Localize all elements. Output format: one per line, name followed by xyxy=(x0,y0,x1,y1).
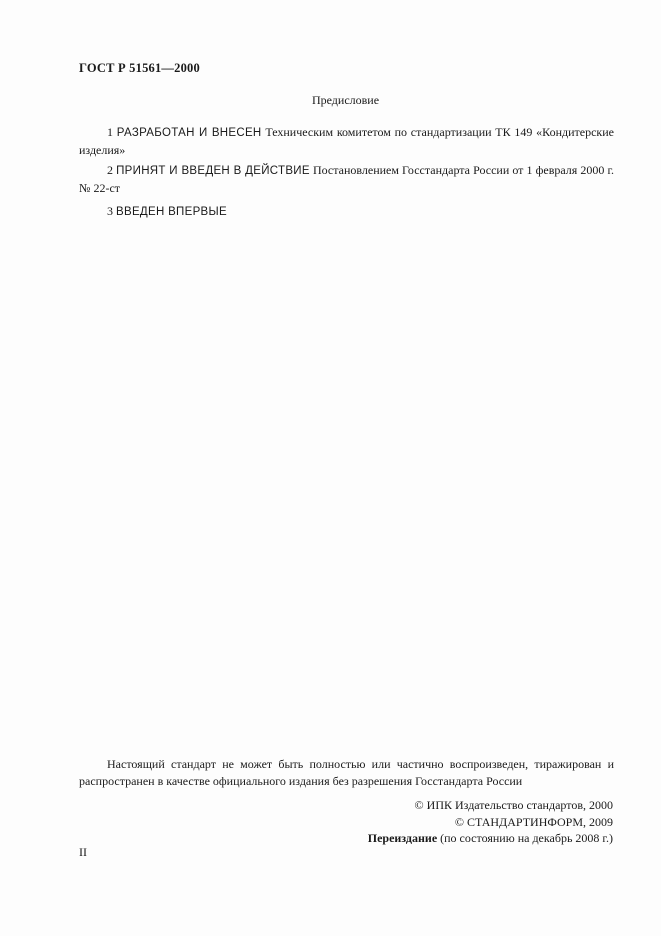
foreword-title: Предисловие xyxy=(311,93,380,107)
copyright-block xyxy=(368,797,613,847)
foreword-item-1 xyxy=(79,124,614,158)
copyright-line-1: © ИПК Издательство стандартов, 2000 xyxy=(414,798,613,812)
item-caps-lead: РАЗРАБОТАН И ВНЕСЕН xyxy=(116,127,262,139)
reprint-detail: (по состоянию на декабрь 2008 г.) xyxy=(440,831,613,845)
reproduction-notice: Настоящий стандарт не может быть полностью или частично воспроизведен, тиражирован и распространен в качестве официального издания без разрешения Госстандарта России xyxy=(79,757,614,788)
reprint-label: Переиздание xyxy=(367,831,438,845)
item-number: 3 xyxy=(107,204,113,218)
item-caps-lead: ВВЕДЕН ВПЕРВЫЕ xyxy=(116,206,227,218)
foreword-item-2 xyxy=(79,162,614,196)
page-number: II xyxy=(79,845,87,859)
standard-designation: ГОСТ Р 51561—2000 xyxy=(79,61,200,75)
copyright-line-2: © СТАНДАРТИНФОРМ, 2009 xyxy=(454,814,613,829)
item-caps-lead: ПРИНЯТ И ВВЕДЕН В ДЕЙСТВИЕ xyxy=(116,165,310,177)
item-number: 1 xyxy=(107,125,113,139)
item-text: Техническим комитетом по стандартизации ТК 149 «Кондитерские изделия» xyxy=(79,125,615,157)
foreword-item-3 xyxy=(79,203,614,221)
item-number: 2 xyxy=(107,163,113,177)
item-text: Постановлением Госстандарта России от 1 февраля 2000 г. № 22-ст xyxy=(79,163,615,195)
reprint-line xyxy=(368,830,613,847)
